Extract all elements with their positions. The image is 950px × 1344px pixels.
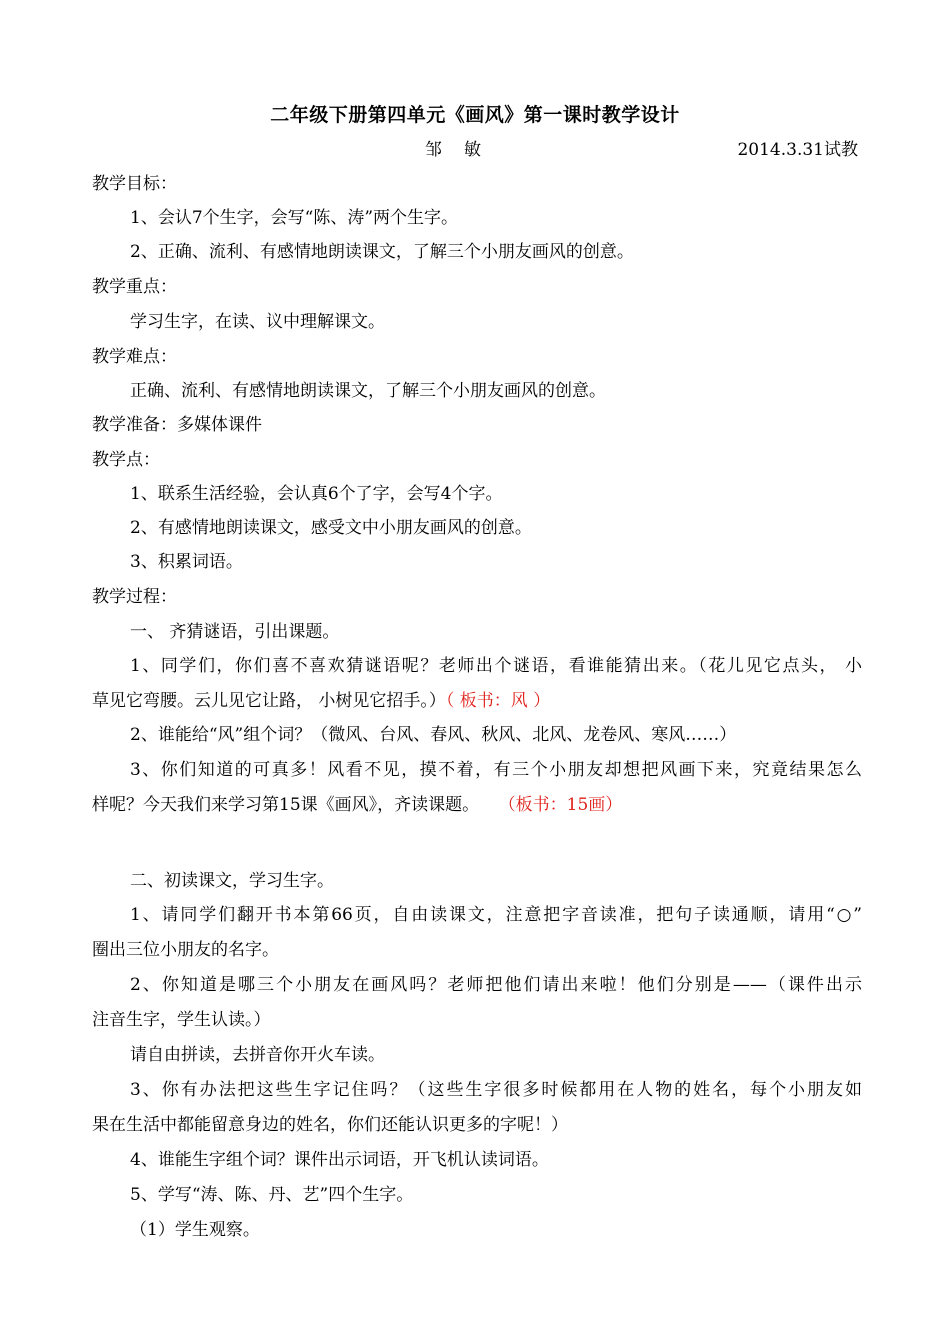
- paragraph-text: 样呢？今天我们来学习第15课《画风》，齐读课题。: [92, 795, 480, 815]
- paragraph-line: 2、谁能给“风”组个词？（微风、台风、春风、秋风、北风、龙卷风、寒风……）: [130, 725, 737, 745]
- section-heading: 一、 齐猜谜语，引出课题。: [130, 622, 340, 642]
- board-note: （板书：15画）: [507, 795, 623, 815]
- board-note: （ 板书：风 ）: [445, 691, 551, 711]
- process-heading: 教学过程：: [92, 587, 177, 607]
- paragraph-line: 4、谁能生字组个词？课件出示词语，开飞机认读词语。: [130, 1150, 549, 1170]
- paragraph-line: 请自由拼读，去拼音你开火车读。: [130, 1045, 385, 1065]
- paragraph-text: 草见它弯腰。云儿见它让路， 小树见它招手。）: [92, 691, 446, 711]
- difficulty-heading: 教学难点：: [92, 347, 177, 367]
- author-name: 邹敏: [425, 140, 503, 160]
- paragraph-line: 5、学写“涛、陈、丹、艺”四个生字。: [130, 1185, 414, 1205]
- point-item: 3、积累词语。: [130, 552, 243, 572]
- date-label: 2014.3.31试教: [737, 140, 858, 160]
- paragraph-line: 注音生字，学生认读。）: [92, 1010, 271, 1030]
- point-item: 2、有感情地朗读课文，感受文中小朋友画风的创意。: [130, 518, 532, 538]
- points-heading: 教学点：: [92, 450, 160, 470]
- goal-item: 2、正确、流利、有感情地朗读课文，了解三个小朋友画风的创意。: [130, 242, 634, 262]
- paragraph-line: 圈出三位小朋友的名字。: [92, 940, 279, 960]
- paragraph-line: （1）学生观察。: [130, 1220, 260, 1240]
- preparation-line: 教学准备：多媒体课件: [92, 415, 262, 435]
- paragraph-line: 1、请同学们翻开书本第66页，自由读课文，注意把字音读准，把句子读通顺，请用“○”: [130, 905, 862, 925]
- goals-heading: 教学目标：: [92, 174, 177, 194]
- paragraph-line: 3、你们知道的可真多！风看不见，摸不着，有三个小朋友却想把风画下来，究竟结果怎么: [130, 760, 862, 780]
- key-item: 学习生字，在读、议中理解课文。: [130, 312, 385, 332]
- goal-item: 1、会认7个生字，会写“陈、涛”两个生字。: [130, 208, 459, 228]
- section-heading: 二、初读课文，学习生字。: [130, 871, 334, 891]
- point-item: 1、联系生活经验，会认真6个了字，会写4个字。: [130, 484, 503, 504]
- paragraph-line: 1、同学们，你们喜不喜欢猜谜语呢？老师出个谜语，看谁能猜出来。（花儿见它点头， 小: [130, 656, 862, 676]
- difficulty-item: 正确、流利、有感情地朗读课文，了解三个小朋友画风的创意。: [130, 381, 606, 401]
- paragraph-line: 3、你有办法把这些生字记住吗？（这些生字很多时候都用在人物的姓名，每个小朋友如: [130, 1080, 862, 1100]
- paragraph-line: [92, 788, 862, 822]
- paragraph-line: 2、你知道是哪三个小朋友在画风吗？老师把他们请出来啦！他们分别是——（课件出示: [130, 975, 862, 995]
- paragraph-line: [92, 684, 862, 718]
- paragraph-line: 果在生活中都能留意身边的姓名，你们还能认识更多的字呢！）: [92, 1115, 568, 1135]
- key-heading: 教学重点：: [92, 277, 177, 297]
- page-title: 二年级下册第四单元《画风》第一课时教学设计: [270, 104, 680, 126]
